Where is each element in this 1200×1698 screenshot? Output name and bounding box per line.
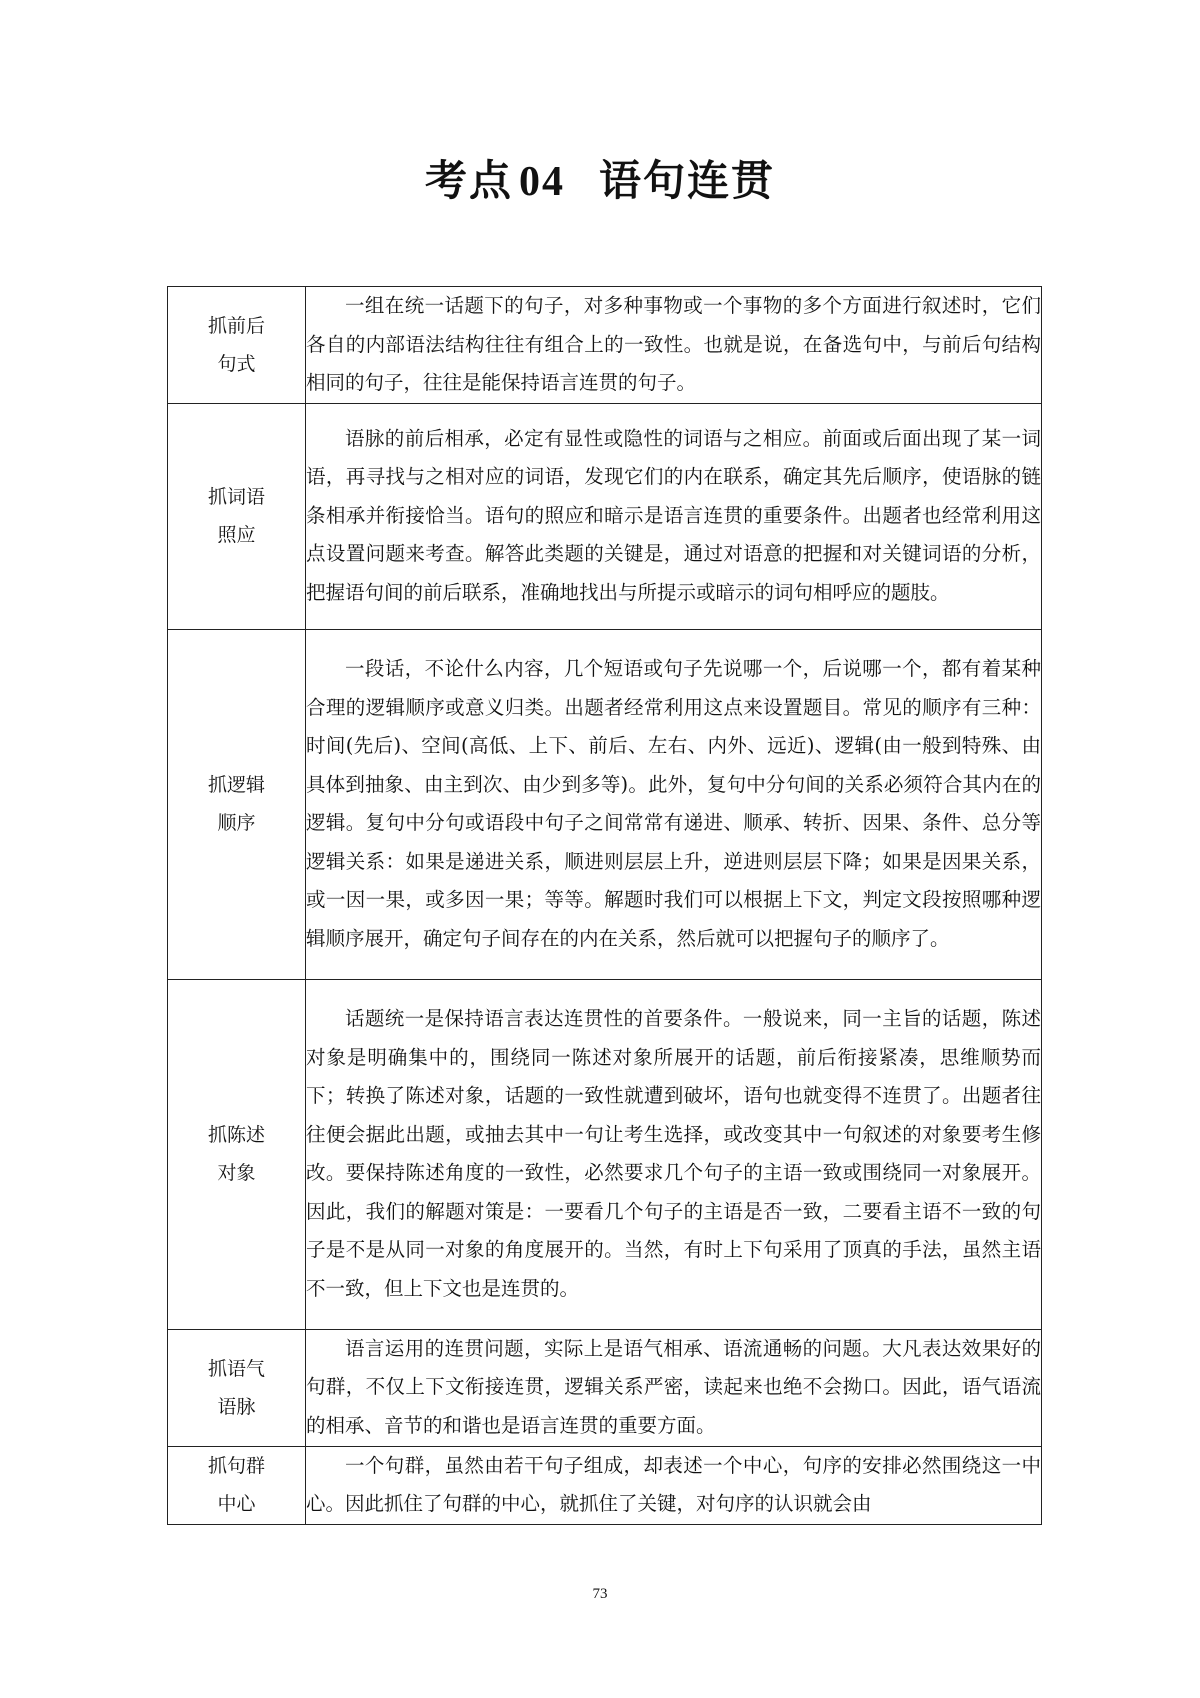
table-row (168, 979, 1042, 1329)
row-content: 语脉的前后相承，必定有显性或隐性的词语与之相应。前面或后面出现了某一词语，再寻找与之相对应的词语，发现它们的内在联系，确定其先后顺序，使语脉的链条相承并衔接恰当。语句的照应和暗示是语言连贯的重要条件。出题者也经常利用这点设置问题来考查。解答此类题的关键是，通过对语意的把握和对关键词语的分析，把握语句间的前后联系，准确地找出与所提示或暗示的词句相呼应的题肢。 (306, 403, 1042, 629)
row-content: 话题统一是保持语言表达连贯性的首要条件。一般说来，同一主旨的话题，陈述对象是明确集中的，围绕同一陈述对象所展开的话题，前后衔接紧凑，思维顺势而下；转换了陈述对象，话题的一致性就遭到破坏，语句也就变得不连贯了。出题者往往便会据此出题，或抽去其中一句让考生选择，或改变其中一句叙述的对象要考生修改。要保持陈述角度的一致性，必然要求几个句子的主语一致或围绕同一对象展开。因此，我们的解题对策是：一要看几个句子的主语是否一致，二要看主语不一致的句子是不是从同一对象的角度展开的。当然，有时上下句采用了顶真的手法，虽然主语不一致，但上下文也是连贯的。 (306, 979, 1042, 1329)
row-label (168, 1446, 306, 1524)
row-label-line1: 抓逻辑 (207, 774, 265, 796)
method-table (167, 286, 1042, 1525)
row-label (168, 1329, 306, 1446)
page-title (0, 148, 1200, 208)
page-number: 73 (592, 1586, 608, 1602)
row-label-line2: 照应 (217, 524, 256, 546)
title-prefix: 考点 (424, 156, 513, 205)
title-text: 语句连贯 (599, 156, 776, 205)
row-content: 一个句群，虽然由若干句子组成，却表述一个中心，句序的安排必然围绕这一中心。因此抓住了句群的中心，就抓住了关键，对句序的认识就会由 (306, 1446, 1042, 1524)
title-number: 04 (519, 159, 565, 205)
row-content: 语言运用的连贯问题，实际上是语气相承、语流通畅的问题。大凡表达效果好的句群，不仅上下文衔接连贯，逻辑关系严密，读起来也绝不会拗口。因此，语气语流的相承、音节的和谐也是语言连贯的重要方面。 (306, 1329, 1042, 1446)
row-label (168, 403, 306, 629)
table-row (168, 1329, 1042, 1446)
table-row (168, 629, 1042, 979)
row-label (168, 979, 306, 1329)
row-label-line1: 抓陈述 (207, 1124, 265, 1146)
row-label-line2: 语脉 (217, 1395, 256, 1418)
row-label-line1: 抓前后 (207, 314, 265, 337)
table-row (168, 403, 1042, 629)
table-row (168, 1446, 1042, 1524)
table-row (168, 287, 1042, 404)
row-label-line1: 抓语气 (207, 1357, 265, 1380)
row-content: 一组在统一话题下的句子，对多种事物或一个事物的多个方面进行叙述时，它们各自的内部语法结构往往有组合上的一致性。也就是说，在备选句中，与前后句结构相同的句子，往往是能保持语言连贯的句子。 (306, 287, 1042, 404)
row-label (168, 287, 306, 404)
row-label-line2: 中心 (217, 1493, 256, 1515)
row-label-line2: 对象 (217, 1162, 256, 1184)
row-content: 一段话，不论什么内容，几个短语或句子先说哪一个，后说哪一个，都有着某种合理的逻辑顺序或意义归类。出题者经常利用这点来设置题目。常见的顺序有三种：时间(先后)、空间(高低、上下、前后、左右、内外、远近)、逻辑(由一般到特殊、由具体到抽象、由主到次、由少到多等)。此外，复句中分句间的关系必须符合其内在的逻辑。复句中分句或语段中句子之间常常有递进、顺承、转折、因果、条件、总分等逻辑关系：如果是递进关系，顺进则层层上升，逆进则层层下降；如果是因果关系，或一因一果，或多因一果；等等。解题时我们可以根据上下文，判定文段按照哪种逻辑顺序展开，确定句子间存在的内在关系，然后就可以把握句子的顺序了。 (306, 629, 1042, 979)
row-label-line1: 抓词语 (207, 486, 265, 508)
row-label-line1: 抓句群 (207, 1455, 265, 1477)
row-label (168, 629, 306, 979)
row-label-line2: 句式 (217, 352, 256, 375)
row-label-line2: 顺序 (217, 812, 256, 834)
